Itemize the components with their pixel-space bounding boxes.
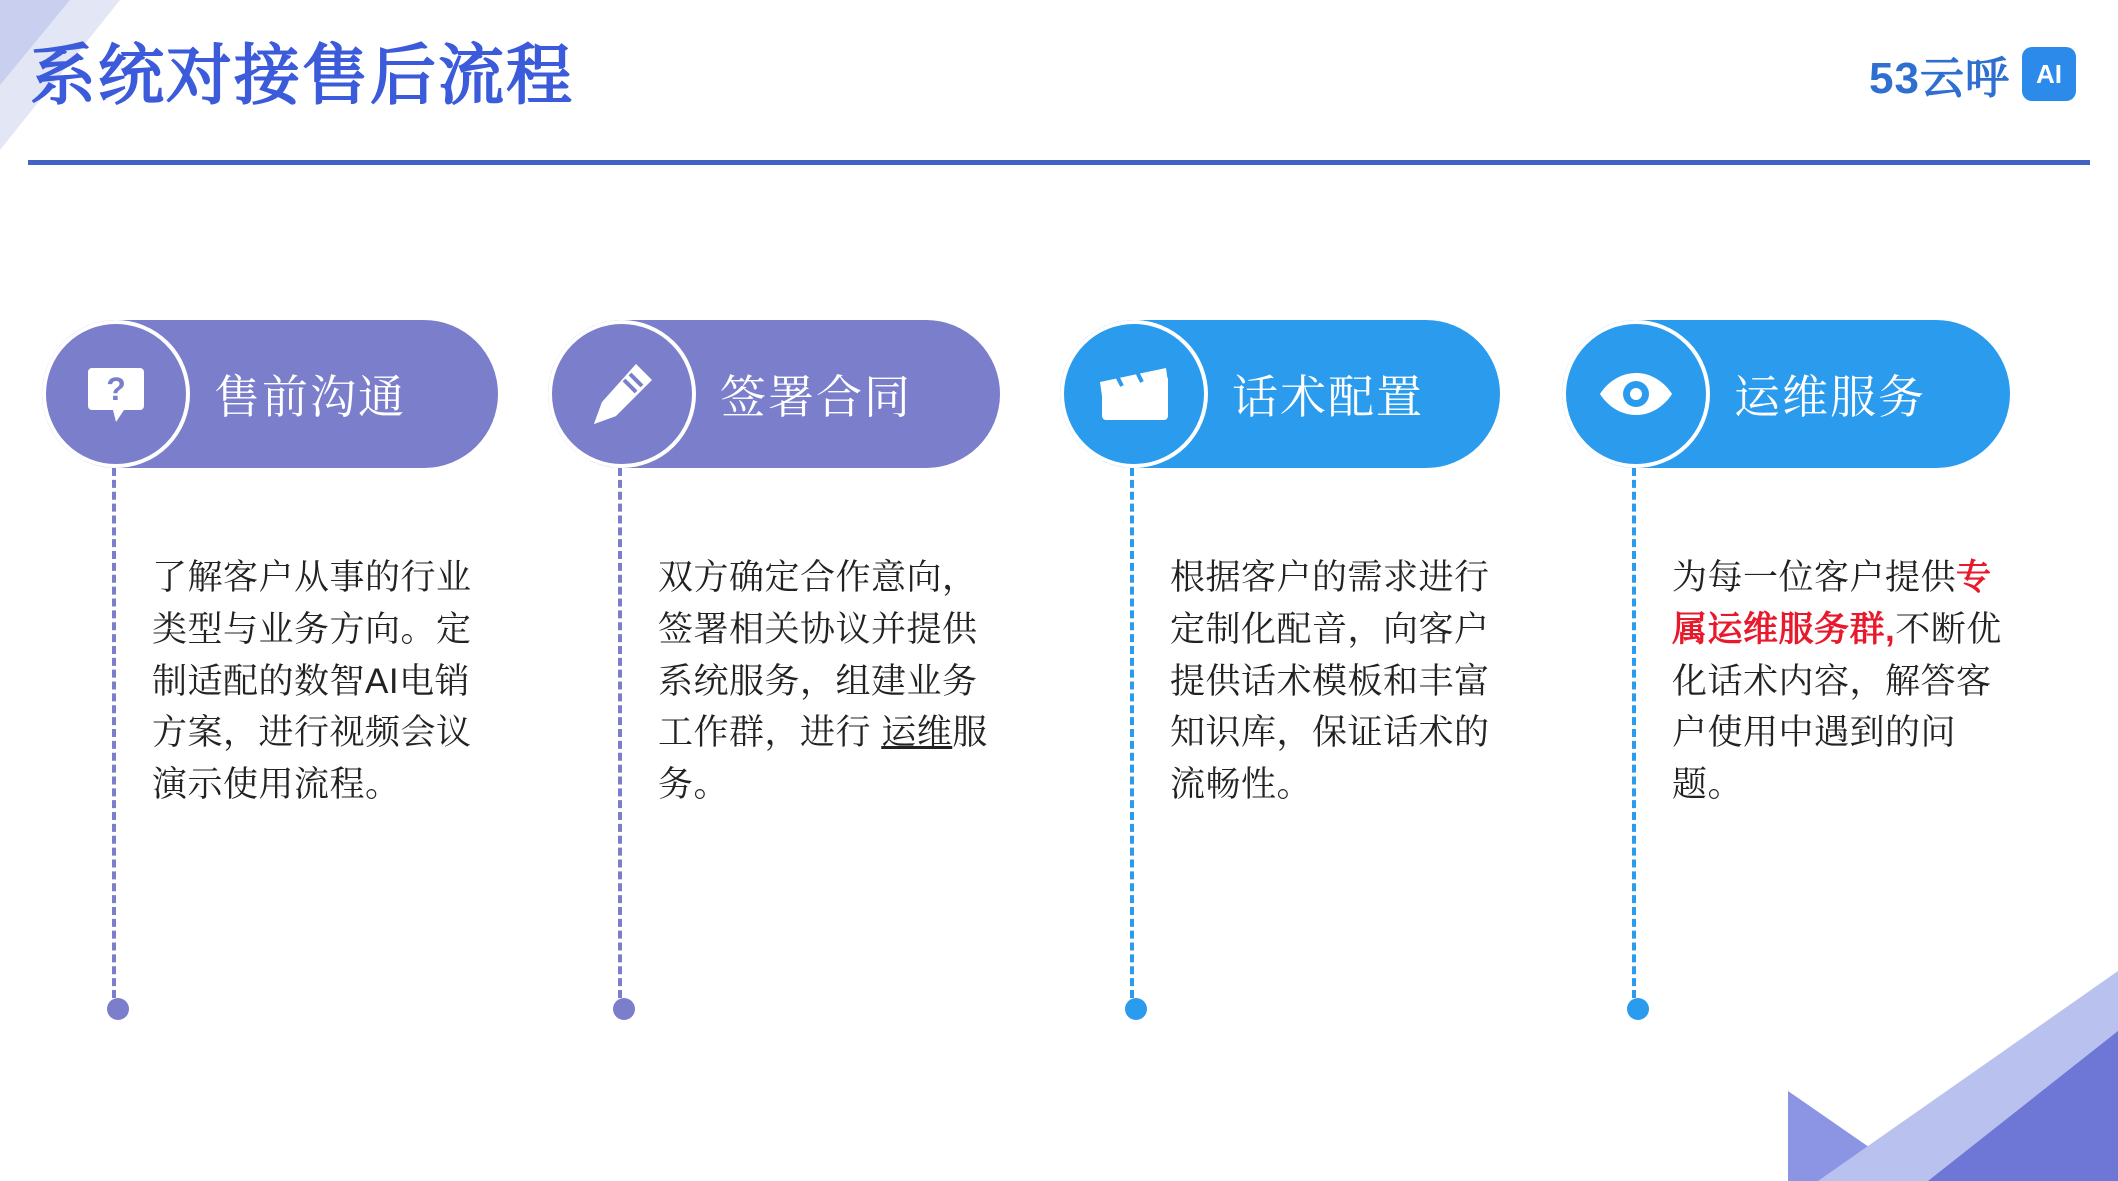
flow-step-script-config bbox=[1060, 320, 1530, 805]
step-pill[interactable] bbox=[1562, 320, 2010, 468]
step-pill[interactable] bbox=[548, 320, 1000, 468]
connector-dot bbox=[107, 998, 129, 1020]
step-connector bbox=[618, 468, 626, 998]
flow-step-presales bbox=[42, 320, 512, 805]
step-description-text-tail: 服务。 bbox=[658, 713, 988, 805]
step-description-text: 为每一位客户提供 bbox=[1672, 558, 1957, 597]
step-icon-circle bbox=[1562, 320, 1710, 468]
step-label: 签署合同 bbox=[720, 371, 912, 423]
step-description-text: 双方确定合作意向，签署相关协议并提供系统服务，组建业务工作群，进行 bbox=[658, 558, 978, 753]
question-mark-icon bbox=[80, 358, 152, 430]
step-label: 话术配置 bbox=[1232, 371, 1424, 423]
process-flow bbox=[0, 320, 2118, 1080]
header-divider bbox=[28, 160, 2090, 165]
step-connector bbox=[112, 468, 120, 998]
step-label: 售前沟通 bbox=[214, 371, 406, 423]
step-icon-circle bbox=[1060, 320, 1208, 468]
step-description-underlined: 运维 bbox=[881, 713, 953, 753]
clapperboard-icon bbox=[1096, 362, 1172, 426]
page-header bbox=[0, 0, 2118, 168]
step-icon-circle bbox=[42, 320, 190, 468]
step-description-text: 了解客户从事的行业类型与业务方向。定制适配的数智AI电销方案，进行视频会议演示使用流程。 bbox=[152, 558, 472, 805]
flow-step-contract bbox=[548, 320, 1018, 805]
svg-text:?: ? bbox=[106, 371, 126, 407]
connector-dot bbox=[1627, 998, 1649, 1020]
ai-badge: AI bbox=[2022, 47, 2076, 101]
page-title: 系统对接售后流程 bbox=[30, 38, 574, 112]
step-description bbox=[1672, 552, 2002, 811]
connector-dot bbox=[613, 998, 635, 1020]
flow-step-operations bbox=[1562, 320, 2032, 805]
eye-icon bbox=[1596, 369, 1676, 419]
step-description bbox=[152, 552, 502, 811]
brand-name: 53云呼 bbox=[1869, 54, 2010, 103]
step-description-text-tail: 不断优化话术内容，解答客户使用中遇到的问题。 bbox=[1672, 609, 2002, 805]
decor-bottom-right-mid bbox=[1788, 1091, 1918, 1181]
step-description-highlight: 专属运维服务群, bbox=[1672, 558, 1992, 649]
pencil-icon bbox=[586, 358, 658, 430]
step-pill[interactable] bbox=[1060, 320, 1500, 468]
step-label: 运维服务 bbox=[1734, 371, 1926, 423]
step-description-text: 根据客户的需求进行定制化配音，向客户提供话术模板和丰富知识库，保证话术的流畅性。 bbox=[1170, 558, 1490, 805]
step-connector bbox=[1632, 468, 1640, 998]
brand-logo bbox=[1869, 42, 2076, 106]
step-description bbox=[658, 552, 1008, 811]
step-pill[interactable] bbox=[42, 320, 498, 468]
step-description bbox=[1170, 552, 1520, 811]
step-icon-circle bbox=[548, 320, 696, 468]
step-connector bbox=[1130, 468, 1138, 998]
connector-dot bbox=[1125, 998, 1147, 1020]
